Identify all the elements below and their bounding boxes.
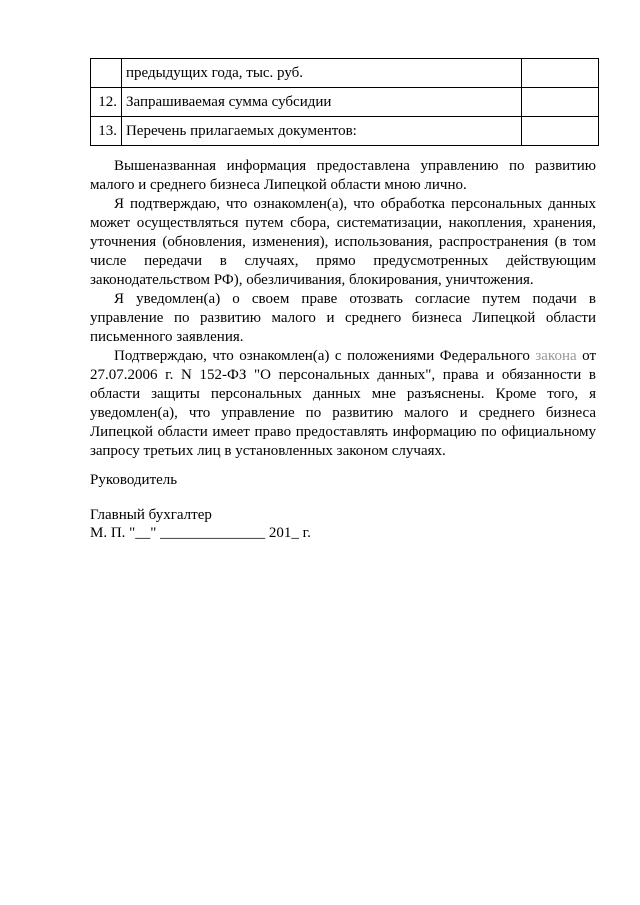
row-number: 13. <box>91 117 122 146</box>
table-row <box>91 88 599 117</box>
law-text-start: Подтверждаю, что ознакомлен(а) с положениями Федерального <box>114 348 536 364</box>
paragraph-information-provided: Вышеназванная информация предоставлена управлению по развитию малого и среднего бизнеса Липецкой области мною лично. <box>90 158 596 193</box>
row-number <box>91 59 122 88</box>
paragraph-revocation-right: Я уведомлен(а) о своем праве отозвать согласие путем подачи в управление по развитию малого и среднего бизнеса Липецкой области письменного заявления. <box>90 291 596 345</box>
row-label: Перечень прилагаемых документов: <box>121 117 521 146</box>
paragraph-federal-law <box>90 347 596 461</box>
stamp-date-line: М. П. "__" ______________ 201_ г. <box>90 525 311 541</box>
law-text-end: от 27.07.2006 г. N 152-ФЗ "О персональных данных", права и обязанности в области защиты персональных данных мне разъяснены. Кроме того, я уведомлен(а), что управление по развитию малого и среднего бизнеса Липецкой области имеет право предоставлять информацию по официальному запросу третьих лиц в установленных законом случаях. <box>90 348 596 459</box>
row-label: предыдущих года, тыс. руб. <box>121 59 521 88</box>
row-value-cell <box>522 59 599 88</box>
row-number: 12. <box>91 88 122 117</box>
accountant-signature-label: Главный бухгалтер <box>90 507 212 523</box>
head-signature-label: Руководитель <box>90 472 178 488</box>
row-value-cell <box>522 117 599 146</box>
row-label: Запрашиваемая сумма субсидии <box>121 88 521 117</box>
paragraph-data-processing-consent: Я подтверждаю, что ознакомлен(а), что обработка персональных данных может осуществляться путем сбора, систематизации, накопления, хранения, уточнения (обновления, изменения), использования, распространения (в том числе передачи в случаях, прямо предусмотренных действующим законодательством РФ), обезличивания, блокирования, уничтожения. <box>90 196 596 288</box>
table-row <box>91 117 599 146</box>
row-value-cell <box>522 88 599 117</box>
table-row <box>91 59 599 88</box>
law-link[interactable]: закона <box>535 348 577 364</box>
consent-text <box>90 157 596 461</box>
application-form-table <box>90 58 599 146</box>
